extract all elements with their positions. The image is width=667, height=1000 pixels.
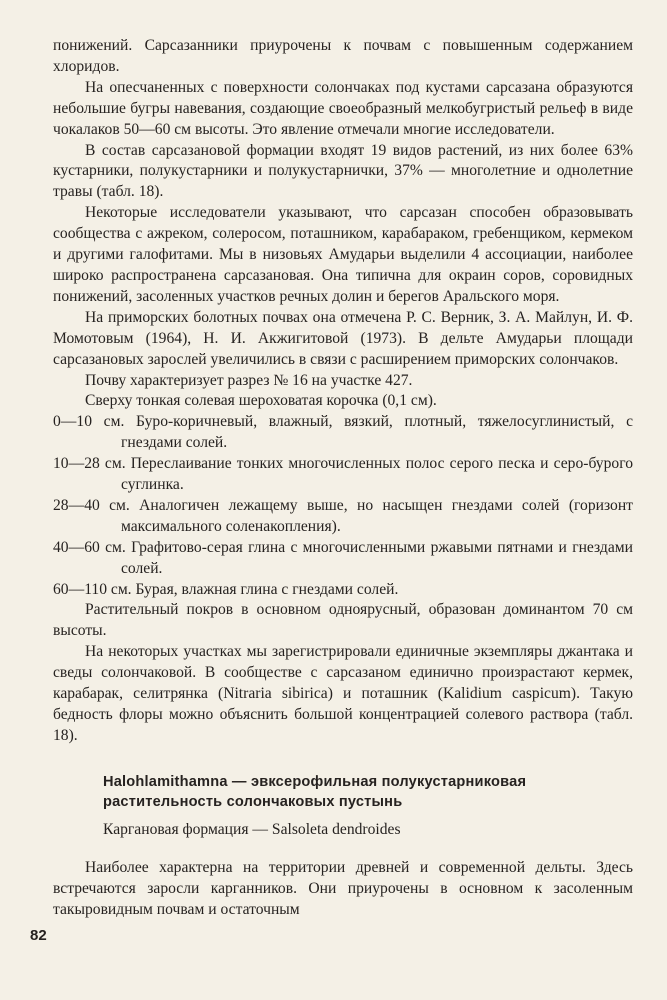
soil-horizon: 28—40 см. Аналогичен лежащему выше, но насыщен гнездами солей (горизонт максимального соленакопления). [53, 496, 633, 535]
paragraph: Сверху тонкая солевая шероховатая корочка (0,1 см). [85, 392, 437, 410]
paragraph: На некоторых участках мы зарегистрировали единичные экземпляры джантака и сведы солончаковой. В сообществе с сарсазаном единично произрастают кермек, карабарак, селитрянка (Nitraria sibirica) и поташник (Kalidium caspicum). Такую бедность флоры можно объяснить большой концентрацией солевого раствора (табл. 18). [53, 643, 633, 744]
paragraph: Почву характеризует разрез № 16 на участке 427. [85, 371, 413, 389]
paragraph: В состав сарсазановой формации входят 19 видов растений, из них более 63% кустарники, полукустарники и полукустарнички, 37% — многолетние и однолетние травы (табл. 18). [53, 141, 633, 201]
paragraph: понижений. Сарсазанники приурочены к почвам с повышенным содержанием хлоридов. [53, 37, 633, 75]
main-text [53, 36, 633, 747]
paragraph: На опесчаненных с поверхности солончаках под кустами сарсазана образуются небольшие бугры навевания, создающие своеобразный мелкобугристый рельеф в виде чокалаков 50—60 см высоты. Это явление отмечали многие исследователи. [53, 78, 633, 138]
paragraph: На приморских болотных почвах она отмечена Р. С. Верник, З. А. Майлун, И. Ф. Момотовым (1964), Н. И. Акжигитовой (1973). В дельте Амударьи площади сарсазановых зарослей увеличились в связи с расширением приморских солончаков. [53, 308, 633, 368]
paragraph: Растительный покров в основном одноярусный, образован доминантом 70 см высоты. [53, 601, 633, 640]
page-number: 82 [30, 927, 47, 944]
subsection-heading: Каргановая формация — Salsoleta dendroides [103, 821, 401, 838]
section-heading: Halohlamithamna — эвксерофильная полукустарниковая растительность солончаковых пустынь [103, 774, 527, 810]
soil-horizon: 0—10 см. Буро-коричневый, влажный, вязкий, плотный, тяжелосуглинистый, с гнездами солей. [53, 413, 633, 452]
soil-horizon: 40—60 см. Графитово-серая глина с многочисленными ржавыми пятнами и гнездами солей. [53, 538, 633, 577]
soil-horizon: 10—28 см. Переслаивание тонких многочисленных полос серого песка и серо-бурого суглинка. [53, 455, 633, 494]
paragraph: Наиболее характерна на территории древней и современной дельты. Здесь встречаются заросли карганников. Они приурочены в основном к засоленным такыровидным почвам и остаточным [53, 859, 633, 918]
final-text [53, 858, 633, 920]
soil-horizon: 60—110 см. Бурая, влажная глина с гнездами солей. [53, 580, 399, 598]
paragraph: Некоторые исследователи указывают, что сарсазан способен образовывать сообщества с ажреком, солеросом, поташником, карабараком, гребенщиком, кермеком и другими галофитами. Мы в низовьях Амударьи выделили 4 ассоциации, наиболее широко распространена сарсазановая. Она типична для окраин соров, соровидных понижений, засоленных участков речных долин и берегов Аральского моря. [53, 204, 633, 305]
